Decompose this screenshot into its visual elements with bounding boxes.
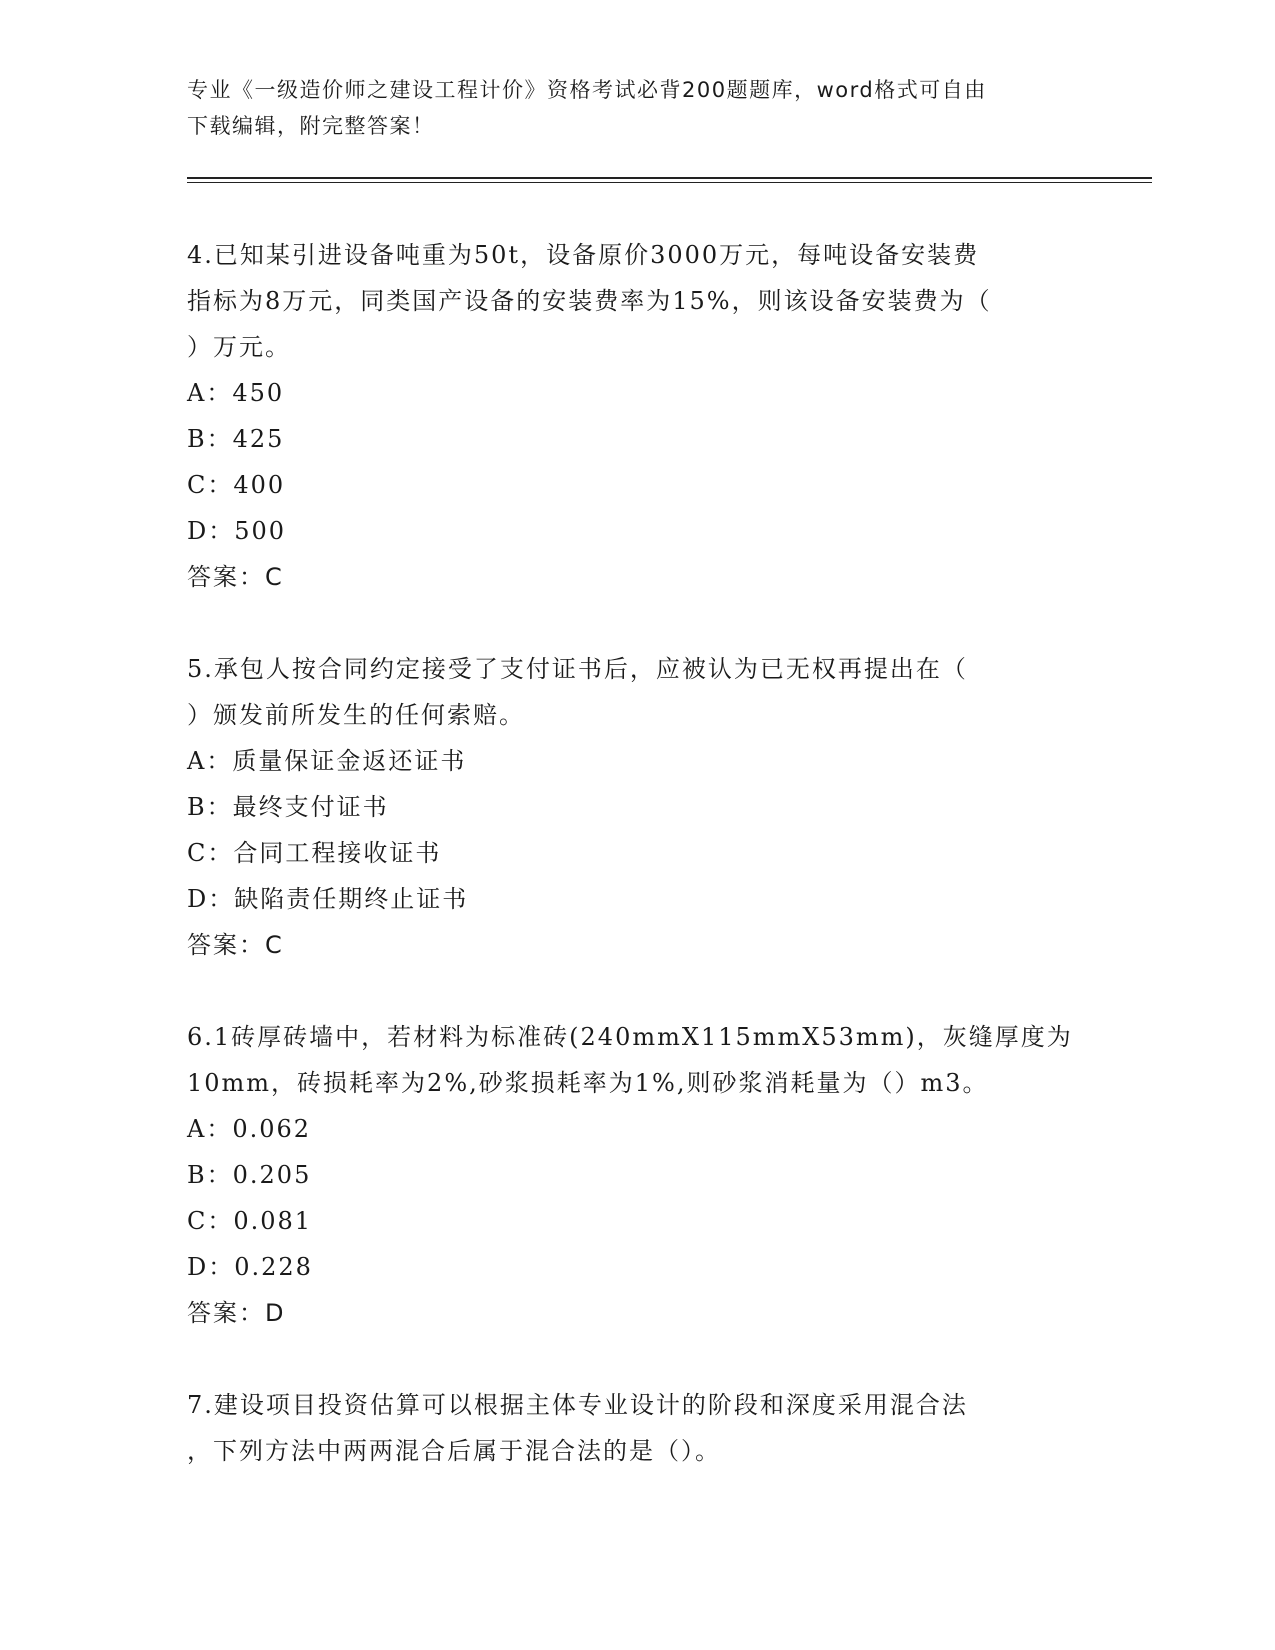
header-title-line-1: 专业《一级造价师之建设工程计价》资格考试必背200题题库，word格式可自由 <box>187 78 987 102</box>
stem-line: 7.建设项目投资估算可以根据主体专业设计的阶段和深度采用混合法 <box>187 1391 968 1419</box>
answer: 答案：C <box>187 563 284 591</box>
question-4 <box>187 232 1087 600</box>
stem-line: 4.已知某引进设备吨重为50t，设备原价3000万元，每吨设备安装费 <box>187 241 980 269</box>
question-5 <box>187 646 1087 968</box>
question-stem <box>187 1382 1087 1474</box>
stem-line: 10mm，砖损耗率为2%,砂浆损耗率为1%,则砂浆消耗量为（）m3。 <box>187 1069 989 1097</box>
question-stem <box>187 232 1087 370</box>
header-divider-thick <box>187 177 1152 179</box>
question-stem <box>187 1014 1087 1106</box>
option-a: A：0.062 <box>187 1115 312 1143</box>
question-7 <box>187 1382 1087 1474</box>
question-stem <box>187 646 1087 738</box>
answer: 答案：D <box>187 1299 286 1327</box>
option-a: A：质量保证金返还证书 <box>187 747 467 775</box>
document-header <box>187 72 1087 144</box>
option-c: C：400 <box>187 471 286 499</box>
option-b: B：最终支付证书 <box>187 793 389 821</box>
option-c: C：合同工程接收证书 <box>187 839 442 867</box>
question-list <box>187 232 1087 1520</box>
stem-line: ）万元。 <box>187 333 291 361</box>
stem-line: 6.1砖厚砖墙中，若材料为标准砖(240mmX115mmX53mm)，灰缝厚度为 <box>187 1023 1073 1051</box>
option-b: B：0.205 <box>187 1161 312 1189</box>
stem-line: ）颁发前所发生的任何索赔。 <box>187 701 525 729</box>
option-d: D：0.228 <box>187 1253 313 1281</box>
stem-line: 5.承包人按合同约定接受了支付证书后，应被认为已无权再提出在（ <box>187 655 968 683</box>
stem-line: 指标为8万元，同类国产设备的安装费率为15%，则该设备安装费为（ <box>187 287 992 315</box>
option-d: D：缺陷责任期终止证书 <box>187 885 469 913</box>
header-divider-thin <box>187 182 1152 183</box>
option-c: C：0.081 <box>187 1207 313 1235</box>
option-b: B：425 <box>187 425 285 453</box>
answer: 答案：C <box>187 931 284 959</box>
question-6 <box>187 1014 1087 1336</box>
option-d: D：500 <box>187 517 287 545</box>
header-title-line-2: 下载编辑，附完整答案！ <box>187 114 435 138</box>
option-a: A：450 <box>187 379 285 407</box>
stem-line: ，下列方法中两两混合后属于混合法的是（）。 <box>187 1437 721 1465</box>
